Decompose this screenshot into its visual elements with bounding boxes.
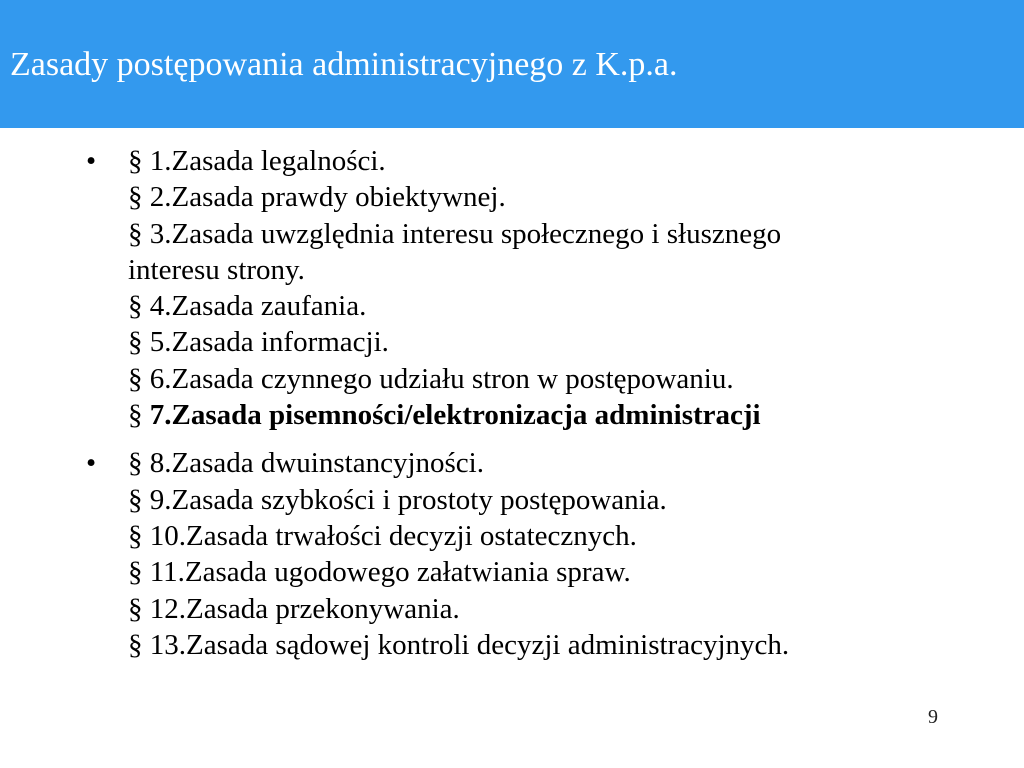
bullet-line: § 10.Zasada trwałości decyzji ostatecznych. <box>128 519 637 552</box>
bullet-item-1 <box>86 143 946 433</box>
bullet-line: § 9.Zasada szybkości i prostoty postępowania. <box>128 483 667 516</box>
bullet-line-emphasized <box>128 397 946 433</box>
bullet-line: § 4.Zasada zaufania. <box>128 290 367 323</box>
bullet-line: § 5.Zasada informacji. <box>128 326 389 359</box>
bullet-dot-icon: • <box>86 145 97 177</box>
page-number: 9 <box>928 706 938 728</box>
slide-content <box>86 143 946 663</box>
bullet-line: § 11.Zasada ugodowego załatwiania spraw. <box>128 556 631 589</box>
slide-title: Zasady postępowania administracyjnego z K.p.a. <box>10 46 678 83</box>
bullet-dot-icon: • <box>86 447 97 480</box>
bullet-line: § 8.Zasada dwuinstancyjności. <box>128 447 484 480</box>
bullet-line: § 13.Zasada sądowej kontroli decyzji administracyjnych. <box>128 628 790 661</box>
bullet-line: § 12.Zasada przekonywania. <box>128 592 460 625</box>
bullet-line: interesu strony. <box>128 253 305 286</box>
bullet-line: § 6.Zasada czynnego udziału stron w postępowaniu. <box>128 362 734 395</box>
bullet-item-2 <box>86 445 946 663</box>
bullet-line: § 2.Zasada prawdy obiektywnej. <box>128 181 506 214</box>
title-bar <box>0 0 1024 128</box>
bullet-line: § 1.Zasada legalności. <box>128 145 386 177</box>
bullet-line-bold-text: 7.Zasada pisemności/elektronizacja administracji <box>149 399 761 432</box>
bullet-line: § 3.Zasada uwzględnia interesu społecznego i słusznego <box>128 217 782 250</box>
bullet-line-prefix: § <box>128 399 150 432</box>
